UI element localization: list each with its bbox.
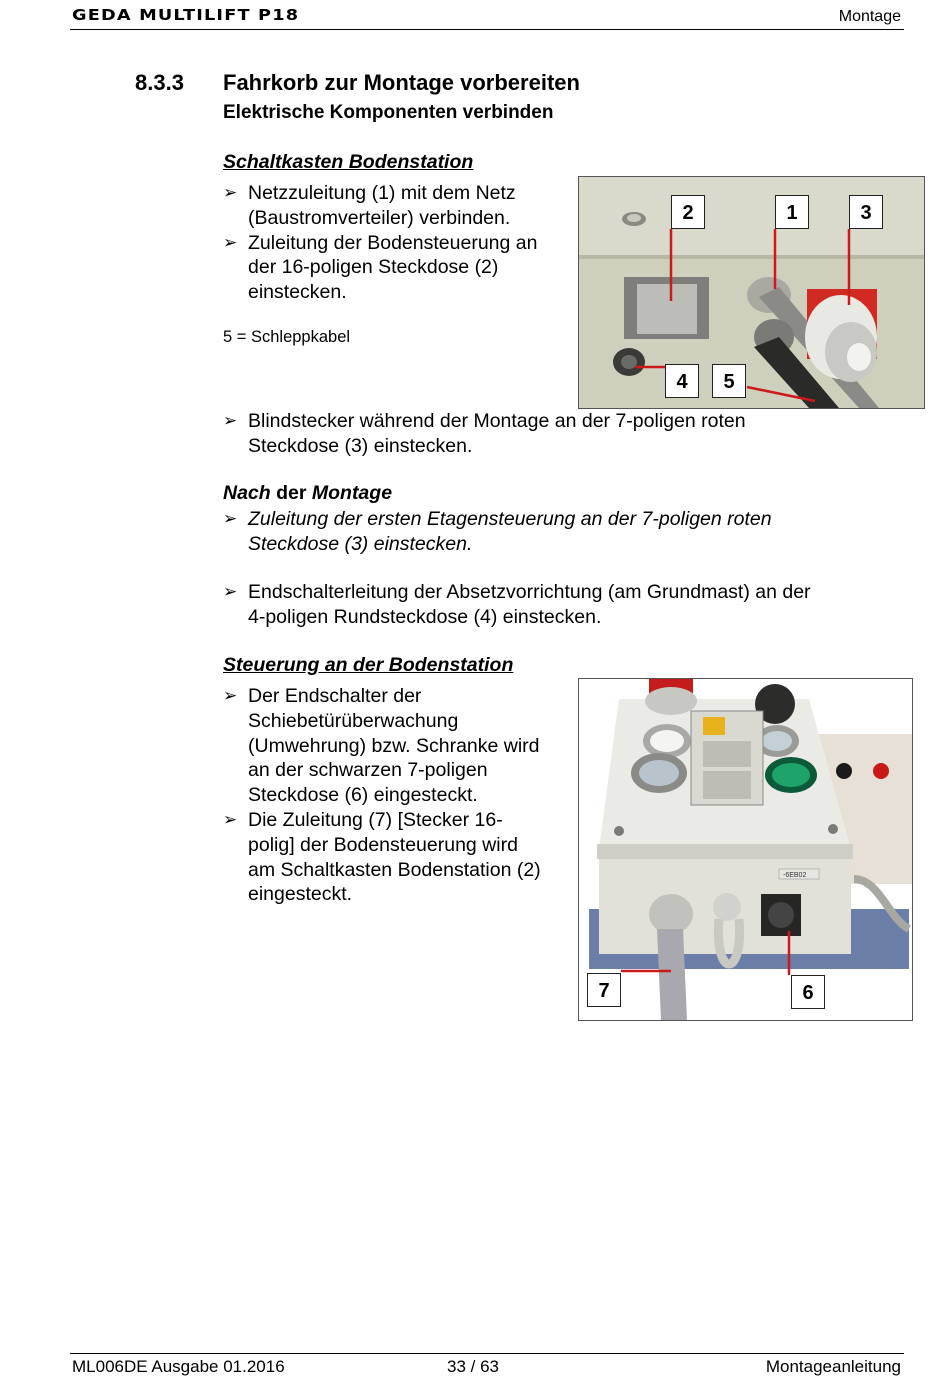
list-item: ➢ Blindstecker während der Montage an der 7-poligen roten Steckdose (3) einstecken. — [223, 410, 746, 457]
bullet-list-steuerung — [223, 684, 541, 907]
arrow-bullet-icon: ➢ — [223, 509, 238, 529]
arrow-bullet-icon: ➢ — [223, 809, 238, 830]
list-item: ➢ Zuleitung der ersten Etagensteuerung an der 7-poligen roten Steckdose (3) einstecken. — [223, 508, 772, 555]
bullet-list-nach-montage — [223, 507, 772, 557]
header-rule — [70, 29, 904, 30]
callout-5: 5 — [712, 364, 746, 398]
photo-schaltkasten — [578, 176, 925, 409]
arrow-bullet-icon: ➢ — [223, 686, 238, 706]
arrow-bullet-icon: ➢ — [223, 232, 238, 253]
subheading-schaltkasten: Schaltkasten Bodenstation — [223, 151, 474, 173]
callout-7: 7 — [587, 973, 621, 1007]
chapter-label: Montage — [838, 8, 901, 25]
bullet-list-endschalter — [223, 580, 811, 630]
subheading-steuerung: Steuerung an der Bodenstation — [223, 654, 514, 676]
section-title: Fahrkorb zur Montage vorbereiten — [223, 70, 580, 95]
callout-4: 4 — [665, 364, 699, 398]
arrow-bullet-icon: ➢ — [223, 183, 238, 203]
bullet-list-schaltkasten — [223, 181, 537, 305]
section-subtitle: Elektrische Komponenten verbinden — [223, 102, 554, 123]
callout-3: 3 — [849, 195, 883, 229]
arrow-bullet-icon: ➢ — [223, 582, 238, 602]
bullet-list-blindstecker — [223, 409, 746, 459]
footer-doc-type: Montageanleitung — [765, 1357, 901, 1376]
footer-doc-id: ML006DE Ausgabe 01.2016 — [72, 1357, 285, 1376]
label-plate: -6EB02 — [783, 872, 807, 879]
list-item: ➢ Die Zuleitung (7) [Stecker 16- polig] der Bodensteuerung wird am Schaltkasten Bodenstation (2) eingesteckt. — [223, 808, 541, 906]
list-item: ➢ Endschalterleitung der Absetzvorrichtung (am Grundmast) an der 4-poligen Rundsteckdose (4) einstecken. — [223, 581, 811, 628]
list-item: ➢ Netzzuleitung (1) mit dem Netz (Baustromverteiler) verbinden. — [223, 182, 516, 229]
note-schleppkabel: 5 = Schleppkabel — [223, 328, 351, 346]
footer-rule — [70, 1353, 904, 1354]
steuerung-illustration — [579, 679, 912, 1020]
arrow-bullet-icon: ➢ — [223, 411, 238, 431]
subheading-nach-montage: Nach der Montage — [223, 482, 393, 504]
list-item: ➢ Zuleitung der Bodensteuerung an der 16-poligen Steckdose (2) einstecken. — [223, 231, 538, 304]
callout-1: 1 — [775, 195, 809, 229]
brand-logo: GEDA MULTILIFT P18 — [72, 6, 300, 24]
callout-2: 2 — [671, 195, 705, 229]
section-number: 8.3.3 — [135, 70, 184, 95]
photo-steuerung — [578, 678, 913, 1021]
list-item: ➢ Der Endschalter der Schiebetürüberwachung (Umwehrung) bzw. Schranke wird an der schwarzen 7-poligen Steckdose (6) eingesteckt. — [223, 685, 540, 807]
footer-page-number: 33 / 63 — [447, 1357, 499, 1376]
callout-6: 6 — [791, 975, 825, 1009]
